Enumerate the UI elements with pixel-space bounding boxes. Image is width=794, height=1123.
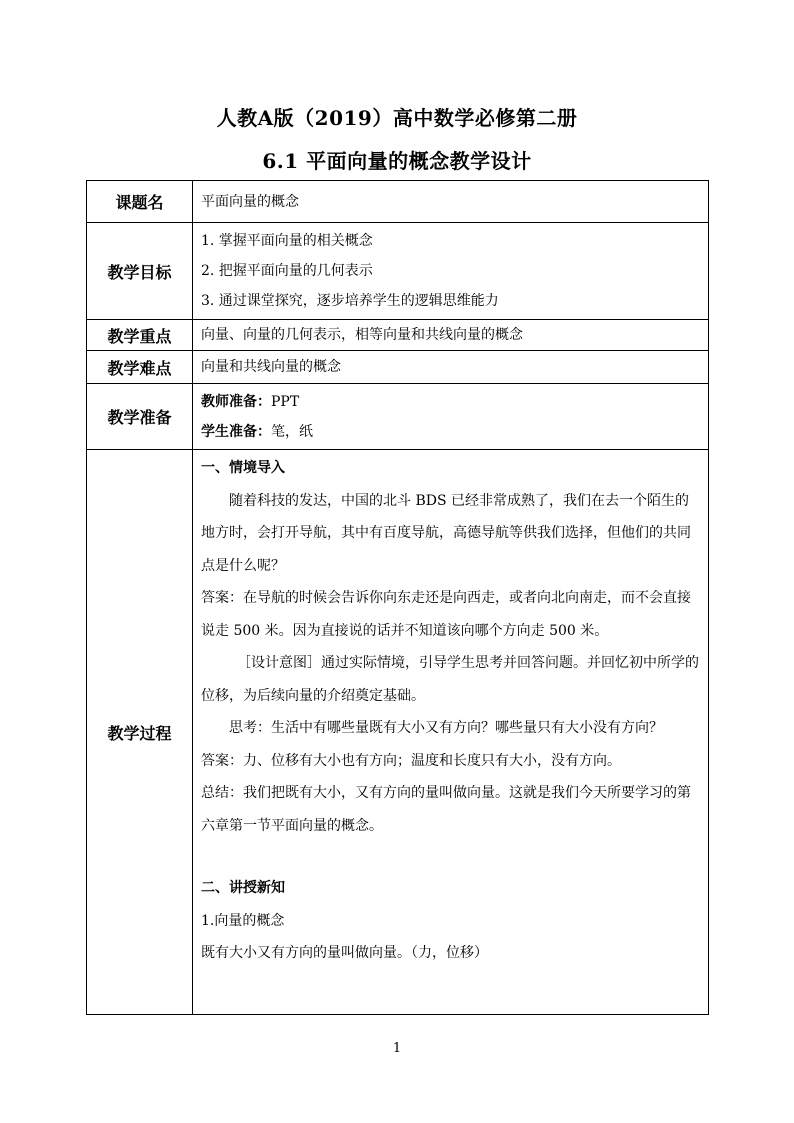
objective-item: 3. 通过课堂探究，逐步培养学生的逻辑思维能力 bbox=[201, 293, 499, 309]
row-difficulties bbox=[87, 351, 709, 384]
intro-paragraph: 随着科技的发达，中国的北斗 BDS 已经非常成熟了，我们在去一个陌生的地方时，会打开导航，其中有百度导航，高德导航等供我们选择，但他们的共同点是什么呢？ bbox=[201, 492, 691, 574]
student-preparation bbox=[201, 417, 700, 447]
page-number: 1 bbox=[392, 1041, 402, 1056]
preparation-content bbox=[193, 384, 709, 450]
process-label: 教学过程 bbox=[87, 450, 193, 1015]
teacher-prep-label: 教师准备： bbox=[201, 393, 271, 410]
document-subtitle: 6.1 平面向量的概念教学设计 bbox=[262, 149, 532, 173]
topic-label: 课题名 bbox=[87, 181, 193, 223]
difficulties-label: 教学难点 bbox=[87, 351, 193, 384]
vector-definition: 既有大小又有方向的量叫做向量。（力，位移） bbox=[201, 945, 488, 961]
teacher-prep-value: PPT bbox=[271, 393, 300, 410]
summary: 总结：我们把既有大小，又有方向的量叫做向量。这就是我们今天所要学习的第六章第一节平面向量的概念。 bbox=[201, 785, 691, 834]
subsection-1: 1.向量的概念 bbox=[201, 912, 285, 929]
student-prep-value: 笔，纸 bbox=[271, 423, 313, 440]
lesson-plan-table bbox=[86, 180, 709, 1015]
document-title: 人教A版（2019）高中数学必修第二册 bbox=[216, 106, 578, 130]
difficulties-value: 向量和共线向量的概念 bbox=[193, 351, 709, 384]
objective-item: 2. 把握平面向量的几何表示 bbox=[201, 263, 373, 279]
process-content bbox=[193, 450, 709, 1015]
think-question: 思考：生活中有哪些量既有大小又有方向？哪些量只有大小没有方向？ bbox=[229, 720, 663, 736]
topic-value: 平面向量的概念 bbox=[193, 181, 709, 223]
design-intent: ［设计意图］通过实际情境，引导学生思考并回答问题。并回忆初中所学的位移，为后续向量的介绍奠定基础。 bbox=[201, 655, 699, 704]
objectives-label: 教学目标 bbox=[87, 223, 193, 320]
section1-heading: 一、情境导入 bbox=[201, 460, 285, 476]
student-prep-label: 学生准备： bbox=[201, 423, 271, 440]
row-key-points bbox=[87, 320, 709, 351]
row-topic bbox=[87, 181, 709, 223]
section2-heading: 二、讲授新知 bbox=[201, 880, 285, 896]
key-points-value: 向量、向量的几何表示，相等向量和共线向量的概念 bbox=[193, 320, 709, 351]
teacher-preparation bbox=[201, 387, 700, 417]
preparation-label: 教学准备 bbox=[87, 384, 193, 450]
row-preparation bbox=[87, 384, 709, 450]
answer-2: 答案：力、位移有大小也有方向；温度和长度只有大小，没有方向。 bbox=[201, 752, 621, 769]
row-process bbox=[87, 450, 709, 1015]
objectives-list bbox=[193, 223, 709, 320]
blank-line bbox=[201, 842, 700, 872]
row-objectives bbox=[87, 223, 709, 320]
objective-item: 1. 掌握平面向量的相关概念 bbox=[201, 233, 373, 249]
answer-1: 答案：在导航的时候会告诉你向东走还是向西走，或者向北向南走，而不会直接说走 500 米。因为直接说的话并不知道该向哪个方向走 500 米。 bbox=[201, 590, 691, 639]
key-points-label: 教学重点 bbox=[87, 320, 193, 351]
